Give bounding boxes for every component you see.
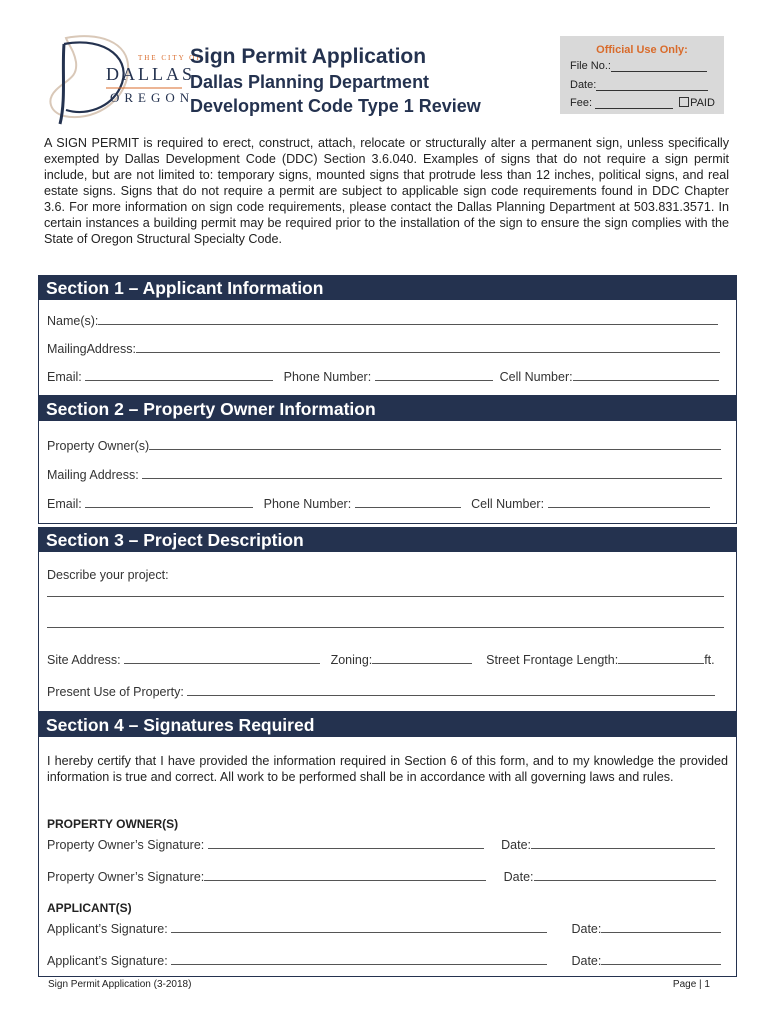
applicant-signature-row-1 (47, 921, 721, 936)
section1-heading: Section 1 – Applicant Information (39, 276, 736, 300)
file-no-row (570, 60, 707, 72)
applicant-cell-label: Cell Number: (499, 370, 573, 384)
owner-field[interactable] (149, 438, 721, 450)
footer-page-number: Page | 1 (672, 979, 710, 990)
date-field[interactable] (596, 90, 708, 91)
applicant-email-field[interactable] (85, 369, 273, 381)
owner-signature-field-2[interactable] (204, 869, 486, 881)
fee-field[interactable] (595, 108, 673, 109)
owner-contact-row (47, 496, 710, 511)
page-title: Sign Permit Application (190, 45, 427, 68)
names-field[interactable] (98, 313, 718, 325)
zoning-field[interactable] (372, 652, 472, 664)
frontage-field[interactable] (618, 652, 704, 664)
site-address-field[interactable] (124, 652, 320, 664)
owner-date-label: Date: (503, 870, 534, 884)
footer-form-name: Sign Permit Application (3-2018) (48, 979, 192, 990)
names-label: Name(s): (47, 314, 99, 328)
owner-mailing-field[interactable] (142, 467, 722, 479)
section3-heading: Section 3 – Project Description (39, 528, 736, 552)
site-row (47, 652, 715, 667)
paid-checkbox[interactable] (679, 97, 689, 107)
applicant-signature-row-2 (47, 953, 721, 968)
applicant-signature-label: Applicant’s Signature: (47, 954, 168, 968)
applicant-phone-field[interactable] (375, 369, 493, 381)
describe-line-1[interactable] (47, 596, 724, 597)
applicant-phone-label: Phone Number: (283, 370, 372, 384)
file-no-label: File No.: (570, 60, 611, 72)
logo-dallas: DALLAS (106, 64, 195, 84)
applicant-date-field-1[interactable] (601, 921, 721, 933)
owner-phone-field[interactable] (355, 496, 461, 508)
owner-signature-label: Property Owner’s Signature: (47, 838, 205, 852)
applicant-email-label: Email: (47, 370, 82, 384)
property-owner-heading: PROPERTY OWNER(S) (47, 817, 179, 831)
owner-mailing-label: Mailing Address: (47, 468, 139, 482)
section-signatures-required (38, 712, 737, 977)
dallas-city-logo (36, 30, 203, 126)
official-use-box (560, 36, 724, 114)
applicant-date-label: Date: (571, 922, 602, 936)
file-no-field[interactable] (611, 71, 707, 72)
applicant-signature-field-1[interactable] (171, 921, 547, 933)
frontage-label: Street Frontage Length: (486, 653, 619, 667)
department-name: Dallas Planning Department (190, 72, 430, 92)
date-label: Date: (570, 79, 597, 91)
certification-text: I hereby certify that I have provided the information required in Section 6 of this form, and to my knowledge the provided information is true and correct. All work to be performed shall be in accordance with all governing laws and rules. (47, 754, 728, 784)
owner-signature-row-2 (47, 869, 716, 884)
describe-label: Describe your project: (47, 568, 169, 582)
fee-row (570, 97, 715, 109)
owner-cell-field[interactable] (548, 496, 710, 508)
official-use-heading: Official Use Only: (596, 44, 688, 56)
intro-paragraph: A SIGN PERMIT is required to erect, construct, attach, relocate or structurally alter a permanent sign, unless specifically exempted by Dallas Development Code (DDC) Section 3.6.040. Examples of signs that do not require a sign permit include, but are not limited to: temporary signs, mounted signs that protrude less than 12 inches, political signs, and real estate signs. Signs that do not require a permit are subject to applicable sign code requirements found in DDC Chapter 3.6. For more information on sign code requirements, please contact the Dallas Planning Department at 503.831.3571. In certain instances a building permit may be required prior to the installation of the sign to ensure the sign complies with the State of Oregon Structural Specialty Code. (44, 136, 729, 246)
owner-cell-label: Cell Number: (471, 497, 545, 511)
site-address-label: Site Address: (47, 653, 121, 667)
owner-signature-row-1 (47, 837, 715, 852)
section2-heading: Section 2 – Property Owner Information (39, 397, 736, 421)
date-row (570, 79, 708, 91)
present-use-field[interactable] (187, 684, 715, 696)
applicant-date-field-2[interactable] (601, 953, 721, 965)
owner-mailing-row (47, 467, 722, 482)
applicant-date-label: Date: (571, 954, 602, 968)
section-project-description (38, 527, 737, 712)
owner-row (47, 438, 721, 453)
applicant-mailing-row (47, 341, 720, 356)
owner-signature-field-1[interactable] (208, 837, 484, 849)
names-row (47, 313, 727, 328)
owner-date-field-1[interactable] (531, 837, 715, 849)
owner-date-label: Date: (501, 838, 532, 852)
logo-tagline: THE CITY OF (138, 54, 203, 62)
applicant-mailing-field[interactable] (136, 341, 720, 353)
section-applicant-information (38, 275, 737, 396)
present-use-row (47, 684, 715, 699)
section-property-owner-information (38, 396, 737, 524)
logo-oregon: OREGON (110, 90, 195, 105)
applicant-mailing-label: MailingAddress: (47, 342, 136, 356)
zoning-label: Zoning: (330, 653, 373, 667)
title-block (190, 44, 481, 118)
applicant-heading: APPLICANT(S) (47, 901, 132, 915)
owner-date-field-2[interactable] (534, 869, 716, 881)
present-use-label: Present Use of Property: (47, 685, 184, 699)
section4-heading: Section 4 – Signatures Required (39, 713, 736, 737)
paid-label: PAID (690, 97, 715, 109)
owner-signature-label: Property Owner’s Signature: (47, 870, 205, 884)
applicant-cell-field[interactable] (573, 369, 719, 381)
owner-label: Property Owner(s) (47, 439, 150, 453)
frontage-unit: ft. (704, 653, 715, 667)
owner-email-field[interactable] (85, 496, 253, 508)
owner-phone-label: Phone Number: (263, 497, 352, 511)
applicant-signature-field-2[interactable] (171, 953, 547, 965)
owner-email-label: Email: (47, 497, 82, 511)
fee-label: Fee: (570, 97, 593, 109)
review-type: Development Code Type 1 Review (190, 96, 481, 116)
describe-line-2[interactable] (47, 627, 724, 628)
applicant-signature-label: Applicant’s Signature: (47, 922, 168, 936)
applicant-contact-row (47, 369, 719, 384)
